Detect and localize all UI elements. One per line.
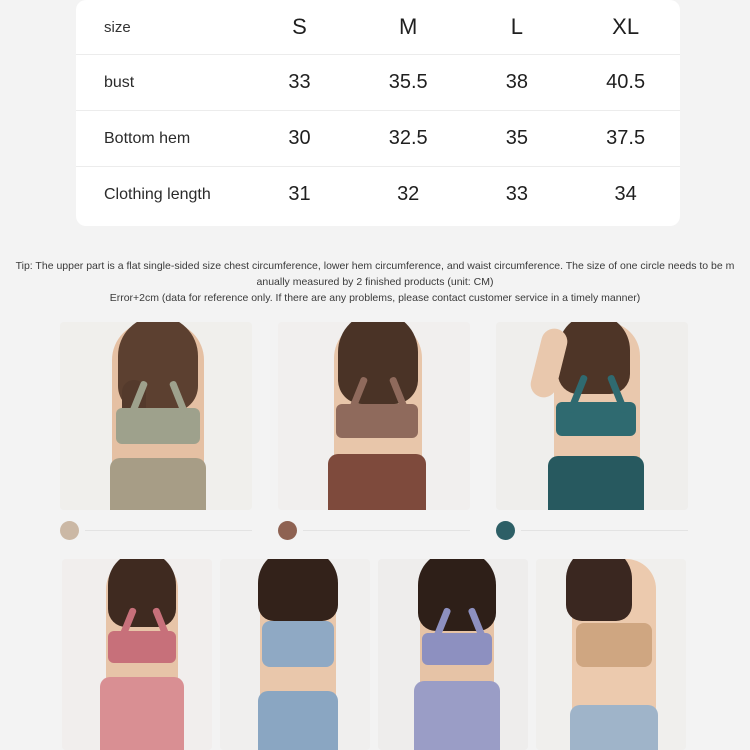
table-row [76,111,680,167]
gallery-cell-brown[interactable] [278,322,470,540]
color-gallery-top-row [60,322,690,540]
clothing-length-xl: 34 [614,183,637,205]
size-chart-card [76,0,680,226]
swatch-divider [521,530,688,531]
measurement-tip [0,258,750,306]
bottom-hem-m: 32.5 [388,127,428,149]
model-photo-brown[interactable] [278,322,470,510]
gallery-cell-beige[interactable] [536,559,686,750]
swatch-row-khaki [60,521,252,540]
gallery-cell-periwinkle[interactable] [378,559,528,750]
model-photo-khaki[interactable] [60,322,252,510]
model-photo-teal[interactable] [496,322,688,510]
size-chart-head [76,0,680,55]
bust-s: 33 [288,71,311,93]
bust-m: 35.5 [388,71,428,93]
color-swatch-teal[interactable] [496,521,515,540]
color-swatch-khaki[interactable] [60,521,79,540]
model-photo-periwinkle[interactable] [378,559,528,750]
color-gallery-bottom-row [62,559,692,750]
bottom-hem-xl: 37.5 [606,127,646,149]
swatch-row-brown [278,521,470,540]
clothing-length-l: 33 [505,183,529,205]
size-chart-table [76,0,680,222]
model-photo-lightblue[interactable] [220,559,370,750]
size-header-label: size [104,18,131,36]
table-header-row [76,0,680,55]
model-photo-beige[interactable] [536,559,686,750]
color-swatch-brown[interactable] [278,521,297,540]
gallery-cell-khaki[interactable] [60,322,252,540]
gallery-cell-teal[interactable] [496,322,688,540]
gallery-cell-lightblue[interactable] [220,559,370,750]
row-label-bottom-hem: Bottom hem [104,129,191,147]
bottom-hem-l: 35 [505,127,529,149]
bottom-hem-s: 30 [288,127,311,149]
swatch-divider [85,530,252,531]
size-chart-body [76,55,680,223]
size-column-m: M [399,14,418,39]
swatch-divider [303,530,470,531]
row-label-bust: bust [104,73,135,91]
clothing-length-s: 31 [288,183,311,205]
gallery-cell-pink[interactable] [62,559,212,750]
size-column-xl: XL [612,14,640,39]
model-photo-pink[interactable] [62,559,212,750]
tip-line-3: Error+2cm (data for reference only. If there are any problems, please contact customer service in a timely manner) [109,292,641,304]
row-label-clothing-length: Clothing length [104,185,211,203]
table-row [76,55,680,111]
bust-xl: 40.5 [606,71,646,93]
size-column-s: S [292,14,307,39]
tip-line-2: anually measured by 2 finished products (unit: CM) [256,276,494,288]
tip-line-1: Tip: The upper part is a flat single-sided size chest circumference, lower hem circumference, and waist circumference. The size of one circle needs to be m [15,260,735,272]
table-row [76,167,680,223]
clothing-length-m: 32 [397,183,420,205]
size-column-l: L [510,14,524,39]
swatch-row-teal [496,521,688,540]
bust-l: 38 [505,71,529,93]
